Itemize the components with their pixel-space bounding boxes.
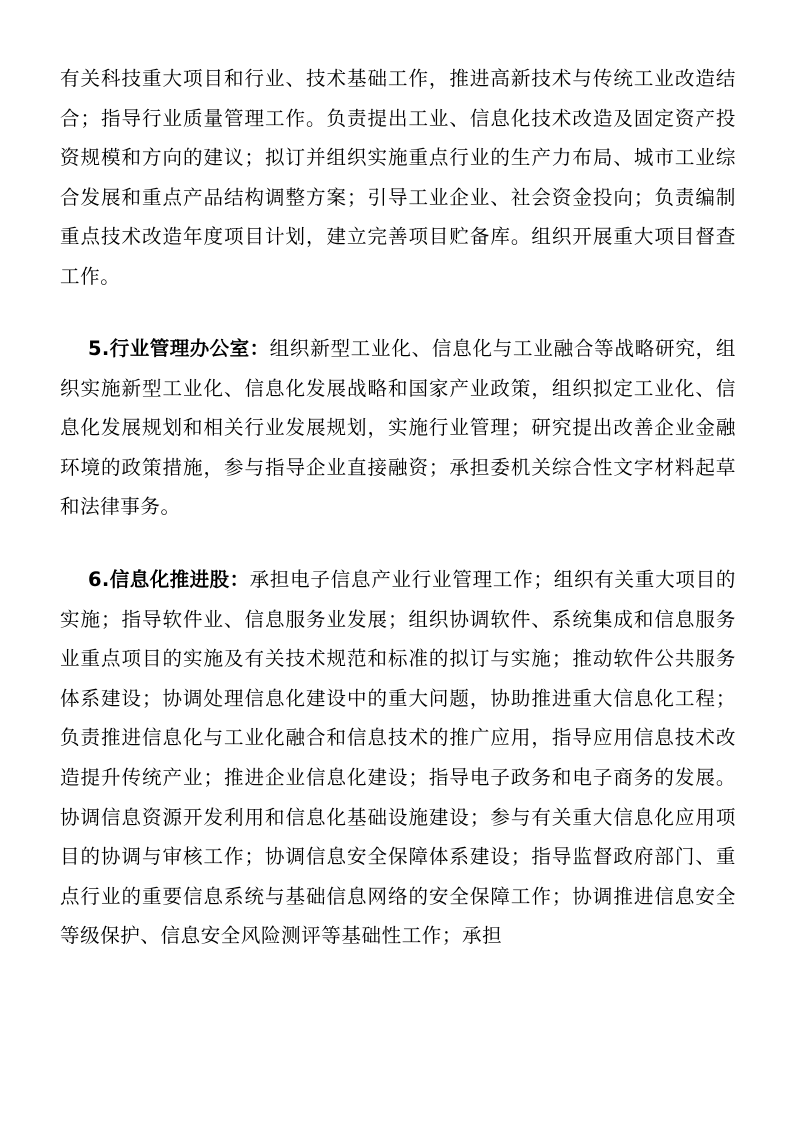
paragraph-section-6: [60, 560, 736, 956]
paragraph-continued: [60, 59, 736, 297]
section-heading: 6.信息化推进股：: [88, 568, 250, 591]
paragraph-text: 有关科技重大项目和行业、技术基础工作，推进高新技术与传统工业改造结合；指导行业质量管理工作。负责提出工业、信息化技术改造及固定资产投资规模和方向的建议；拟订并组织实施重点行业的生产力布局、城市工业综合发展和重点产品结构调整方案；引导工业企业、社会资金投向；负责编制重点技术改造年度项目计划，建立完善项目贮备库。组织开展重大项目督查工作。: [60, 67, 736, 288]
paragraph-text: 承担电子信息产业行业管理工作；组织有关重大项目的实施；指导软件业、信息服务业发展；组织协调软件、系统集成和信息服务业重点项目的实施及有关技术规范和标准的拟订与实施；推动软件公共服务体系建设；协调处理信息化建设中的重大问题，协助推进重大信息化工程；负责推进信息化与工业化融合和信息技术的推广应用，指导应用信息技术改造提升传统产业；推进企业信息化建设；指导电子政务和电子商务的发展。协调信息资源开发利用和信息化基础设施建设；参与有关重大信息化应用项目的协调与审核工作；协调信息安全保障体系建设；指导监督政府部门、重点行业的重要信息系统与基础信息网络的安全保障工作；协调推进信息安全等级保护、信息安全风险测评等基础性工作；承担: [60, 568, 736, 948]
section-heading: 5.行业管理办公室：: [88, 337, 270, 360]
paragraph-text: 组织新型工业化、信息化与工业融合等战略研究，组织实施新型工业化、信息化发展战略和国家产业政策，组织拟定工业化、信息化发展规划和相关行业发展规划，实施行业管理；研究提出改善企业金融环境的政策措施，参与指导企业直接融资；承担委机关综合性文字材料起草和法律事务。: [60, 337, 736, 519]
paragraph-section-5: [60, 329, 736, 527]
